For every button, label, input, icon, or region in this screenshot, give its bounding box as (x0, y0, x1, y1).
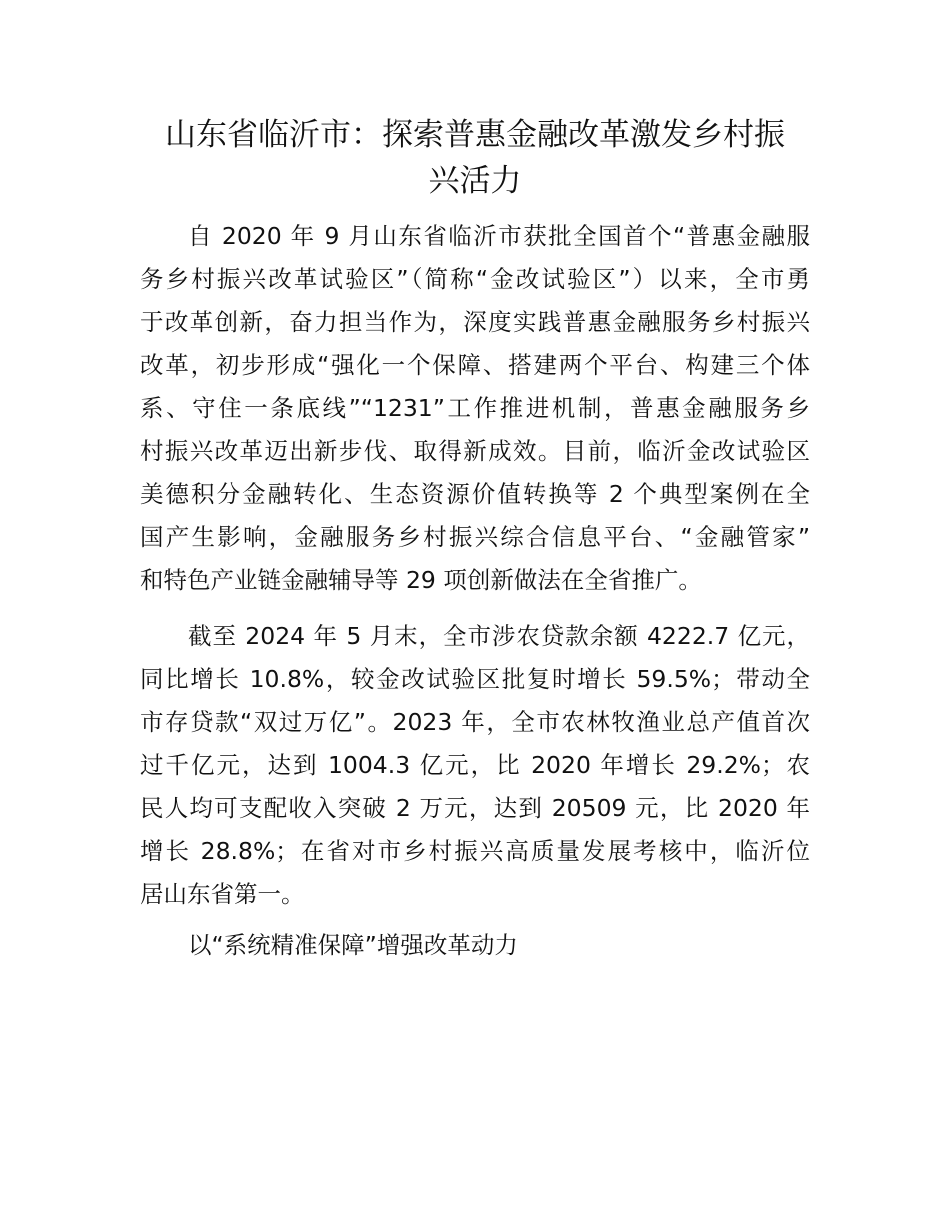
title-line: 山东省临沂市：探索普惠金融改革激发乡村振 (165, 117, 785, 153)
paragraph-line: 过千亿元，达到 1004.3 亿元，比 2020 年增长 29.2%；农 (140, 751, 810, 779)
paragraph-line: 系、守住一条底线”“1231”工作推进机制，普惠金融服务乡 (140, 394, 810, 422)
paragraph-2 (140, 615, 810, 916)
paragraph-line: 自 2020 年 9 月山东省临沂市获批全国首个“普惠金融服 (188, 222, 810, 250)
paragraph-line: 增长 28.8%；在省对市乡村振兴高质量发展考核中，临沂位 (140, 837, 810, 865)
paragraph-line: 国产生影响，金融服务乡村振兴综合信息平台、“金融管家” (140, 523, 810, 551)
document-title (130, 112, 820, 204)
paragraph-line: 于改革创新，奋力担当作为，深度实践普惠金融服务乡村振兴 (140, 308, 810, 336)
paragraph-line: 和特色产业链金融辅导等 29 项创新做法在全省推广。 (140, 566, 702, 594)
paragraph-line: 居山东省第一。 (140, 880, 305, 908)
paragraph-line: 改革，初步形成“强化一个保障、搭建两个平台、构建三个体 (140, 351, 810, 379)
paragraph-1 (140, 215, 810, 602)
paragraph-line: 民人均可支配收入突破 2 万元，达到 20509 元，比 2020 年 (140, 794, 810, 822)
section-heading-block (140, 924, 810, 967)
paragraph-line: 村振兴改革迈出新步伐、取得新成效。目前，临沂金改试验区 (140, 437, 810, 465)
title-line: 兴活力 (428, 163, 522, 199)
paragraph-line: 同比增长 10.8%，较金改试验区批复时增长 59.5%；带动全 (140, 665, 810, 693)
section-heading: 以“系统精准保障”增强改革动力 (188, 931, 518, 959)
paragraph-line: 务乡村振兴改革试验区”（简称“金改试验区”）以来，全市勇 (140, 265, 810, 293)
paragraph-line: 截至 2024 年 5 月末，全市涉农贷款余额 4222.7 亿元， (188, 622, 810, 650)
paragraph-line: 美德积分金融转化、生态资源价值转换等 2 个典型案例在全 (140, 480, 810, 508)
paragraph-line: 市存贷款“双过万亿”。2023 年，全市农林牧渔业总产值首次 (140, 708, 810, 736)
